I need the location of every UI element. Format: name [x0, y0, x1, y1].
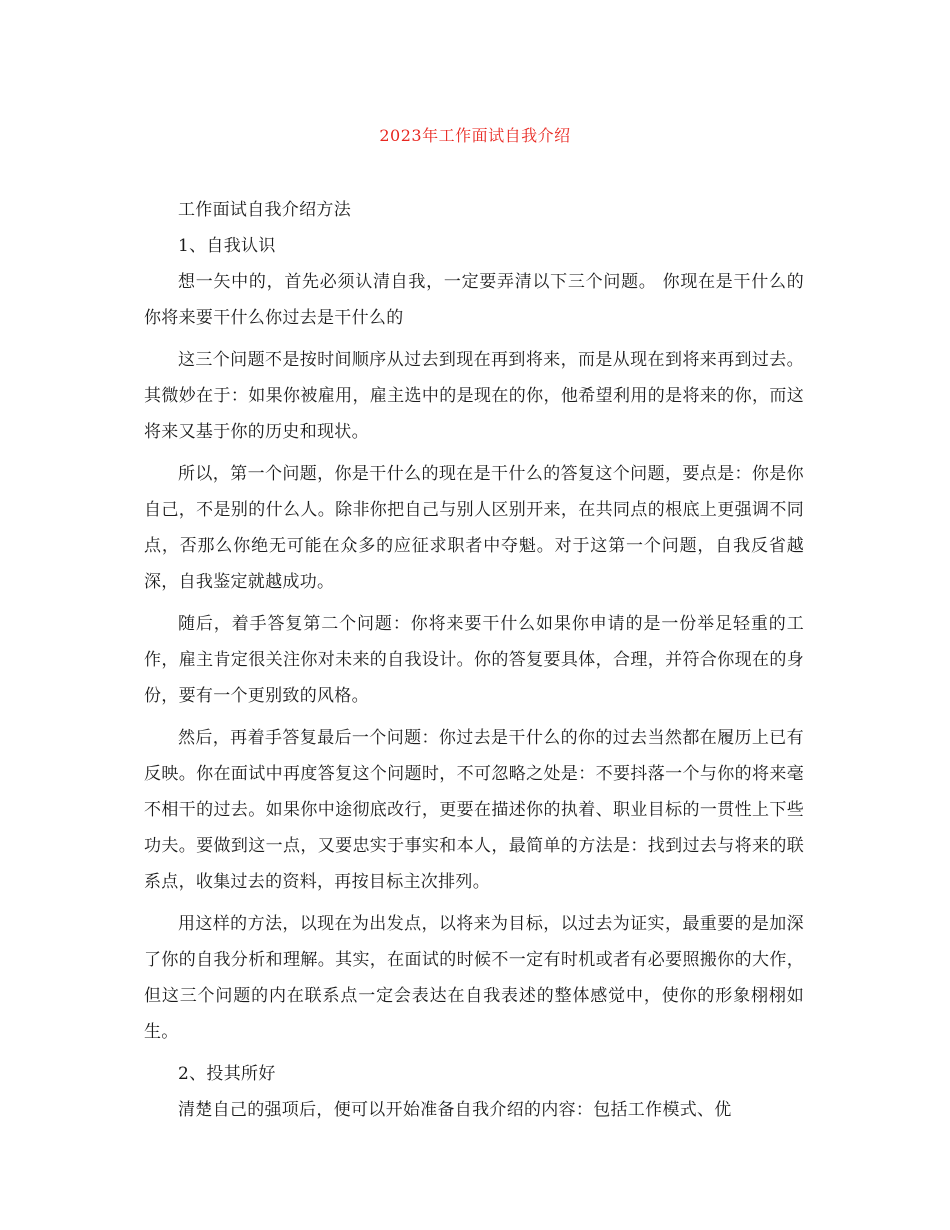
paragraph: 想一矢中的，首先必须认清自我，一定要弄清以下三个问题。 你现在是干什么的你将来要干什么你过去是干什么的 — [144, 272, 804, 328]
paragraph: 这三个问题不是按时间顺序从过去到现在再到将来，而是从现在到将来再到过去。其微妙在于：如果你被雇用，雇主选中的是现在的你，他希望利用的是将来的你，而这将来又基于你的历史和现状。 — [144, 350, 804, 442]
paragraph: 然后，再着手答复最后一个问题：你过去是干什么的你的过去当然都在履历上已有反映。你在面试中再度答复这个问题时，不可忽略之处是：不要抖落一个与你的将来毫不相干的过去。如果你中途彻底改行，更要在描述你的执着、职业目标的一贯性上下些功夫。要做到这一点，又要忠实于事实和本人，最简单的方法是：找到过去与将来的联系点，收集过去的资料，再按目标主次排列。 — [144, 728, 804, 892]
document-title: 2023年工作面试自我介绍 — [379, 126, 571, 145]
document-body — [144, 192, 804, 1128]
paragraph: 清楚自己的强项后，便可以开始准备自我介绍的内容：包括工作模式、优 — [178, 1100, 732, 1120]
paragraph: 所以，第一个问题，你是干什么的现在是干什么的答复这个问题，要点是：你是你自己，不是别的什么人。除非你把自己与别人区别开来，在共同点的根底上更强调不同点，否那么你绝无可能在众多的应征求职者中夺魁。对于这第一个问题，自我反省越深，自我鉴定就越成功。 — [144, 464, 804, 592]
section-heading-cater: 2、投其所好 — [178, 1064, 276, 1084]
section-heading-methods: 工作面试自我介绍方法 — [178, 200, 351, 220]
paragraph: 随后，着手答复第二个问题：你将来要干什么如果你申请的是一份举足轻重的工作，雇主肯定很关注你对未来的自我设计。你的答复要具体，合理，并符合你现在的身份，要有一个更别致的风格。 — [144, 614, 804, 706]
paragraph: 用这样的方法，以现在为出发点，以将来为目标，以过去为证实，最重要的是加深了你的自我分析和理解。其实，在面试的时候不一定有时机或者有必要照搬你的大作，但这三个问题的内在联系点一定会表达在自我表述的整体感觉中，使你的形象栩栩如生。 — [144, 914, 804, 1042]
section-heading-self-knowledge: 1、自我认识 — [178, 236, 276, 256]
